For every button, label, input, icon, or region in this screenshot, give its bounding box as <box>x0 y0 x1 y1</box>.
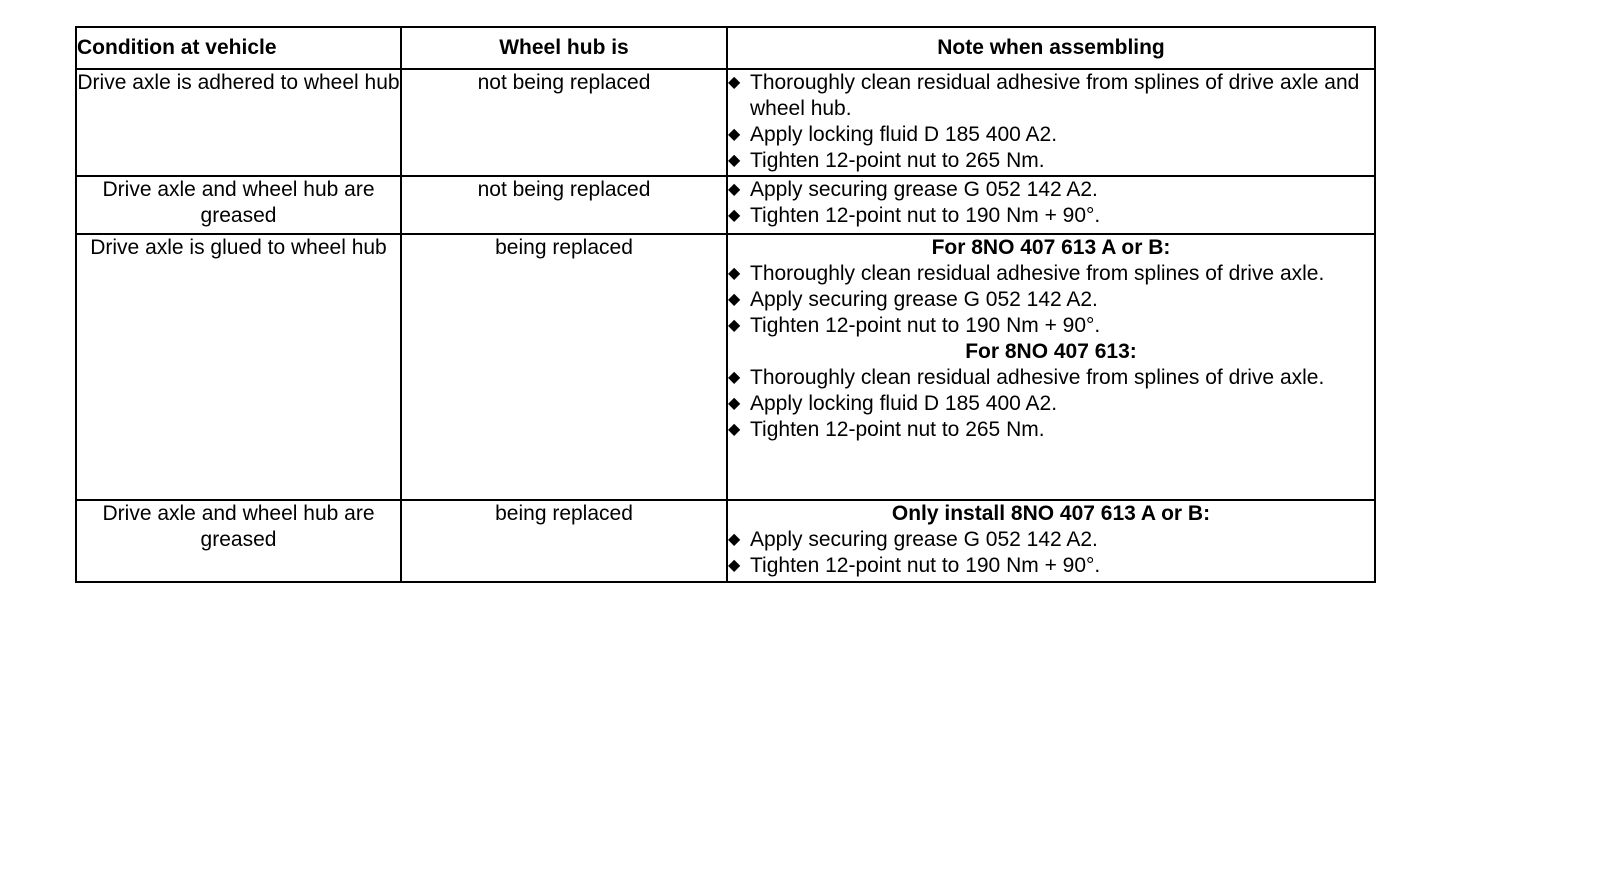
wheel-hub-cell: being replaced <box>401 500 727 582</box>
note-item: ◆ Tighten 12-point nut to 190 Nm + 90°. <box>728 554 1101 577</box>
condition-cell: Drive axle and wheel hub are greased <box>76 176 401 234</box>
note-item: ◆ Thoroughly clean residual adhesive from splines of drive axle and wheel hub. <box>728 71 1360 120</box>
wheel-hub-cell: being replaced <box>401 234 727 500</box>
diamond-bullet-icon: ◆ <box>728 74 741 91</box>
note-item: ◆ Tighten 12-point nut to 265 Nm. <box>728 149 1045 172</box>
diamond-bullet-icon: ◆ <box>728 265 741 282</box>
notes-cell <box>727 234 1375 500</box>
diamond-bullet-icon: ◆ <box>728 395 741 412</box>
table-row <box>76 500 1375 582</box>
condition-cell: Drive axle is adhered to wheel hub <box>76 69 401 176</box>
table-row <box>76 234 1375 500</box>
note-item: ◆ Apply locking fluid D 185 400 A2. <box>728 392 1058 415</box>
note-item: ◆ Tighten 12-point nut to 190 Nm + 90°. <box>728 314 1101 337</box>
condition-cell: Drive axle and wheel hub are greased <box>76 500 401 582</box>
notes-cell <box>727 500 1375 582</box>
diamond-bullet-icon: ◆ <box>728 557 741 574</box>
part-number-heading: Only install 8NO 407 613 A or B: <box>891 502 1211 525</box>
note-item: ◆ Tighten 12-point nut to 265 Nm. <box>728 418 1045 441</box>
header-row <box>76 27 1375 69</box>
notes-cell <box>727 69 1375 176</box>
header-wheel-hub: Wheel hub is <box>401 27 727 69</box>
part-number-heading: For 8NO 407 613 A or B: <box>931 236 1171 259</box>
diamond-bullet-icon: ◆ <box>728 207 741 224</box>
diamond-bullet-icon: ◆ <box>728 421 741 438</box>
part-number-heading: For 8NO 407 613: <box>965 340 1137 363</box>
note-item: ◆ Apply securing grease G 052 142 A2. <box>728 528 1098 551</box>
diamond-bullet-icon: ◆ <box>728 126 741 143</box>
notes-cell <box>727 176 1375 234</box>
note-item: ◆ Apply securing grease G 052 142 A2. <box>728 178 1098 201</box>
diamond-bullet-icon: ◆ <box>728 369 741 386</box>
table-row <box>76 69 1375 176</box>
header-condition: Condition at vehicle <box>76 27 401 69</box>
diamond-bullet-icon: ◆ <box>728 181 741 198</box>
assembly-notes-table <box>75 26 1376 583</box>
header-note: Note when assembling <box>727 27 1375 69</box>
note-item: ◆ Thoroughly clean residual adhesive from splines of drive axle. <box>728 262 1325 285</box>
diamond-bullet-icon: ◆ <box>728 291 741 308</box>
table-row <box>76 176 1375 234</box>
wheel-hub-cell: not being replaced <box>401 176 727 234</box>
wheel-hub-cell: not being replaced <box>401 69 727 176</box>
diamond-bullet-icon: ◆ <box>728 152 741 169</box>
note-item: ◆ Apply locking fluid D 185 400 A2. <box>728 123 1058 146</box>
condition-cell: Drive axle is glued to wheel hub <box>76 234 401 500</box>
diamond-bullet-icon: ◆ <box>728 317 741 334</box>
diamond-bullet-icon: ◆ <box>728 531 741 548</box>
note-item: ◆ Thoroughly clean residual adhesive from splines of drive axle. <box>728 366 1325 389</box>
note-item: ◆ Apply securing grease G 052 142 A2. <box>728 288 1098 311</box>
note-item: ◆ Tighten 12-point nut to 190 Nm + 90°. <box>728 204 1101 227</box>
